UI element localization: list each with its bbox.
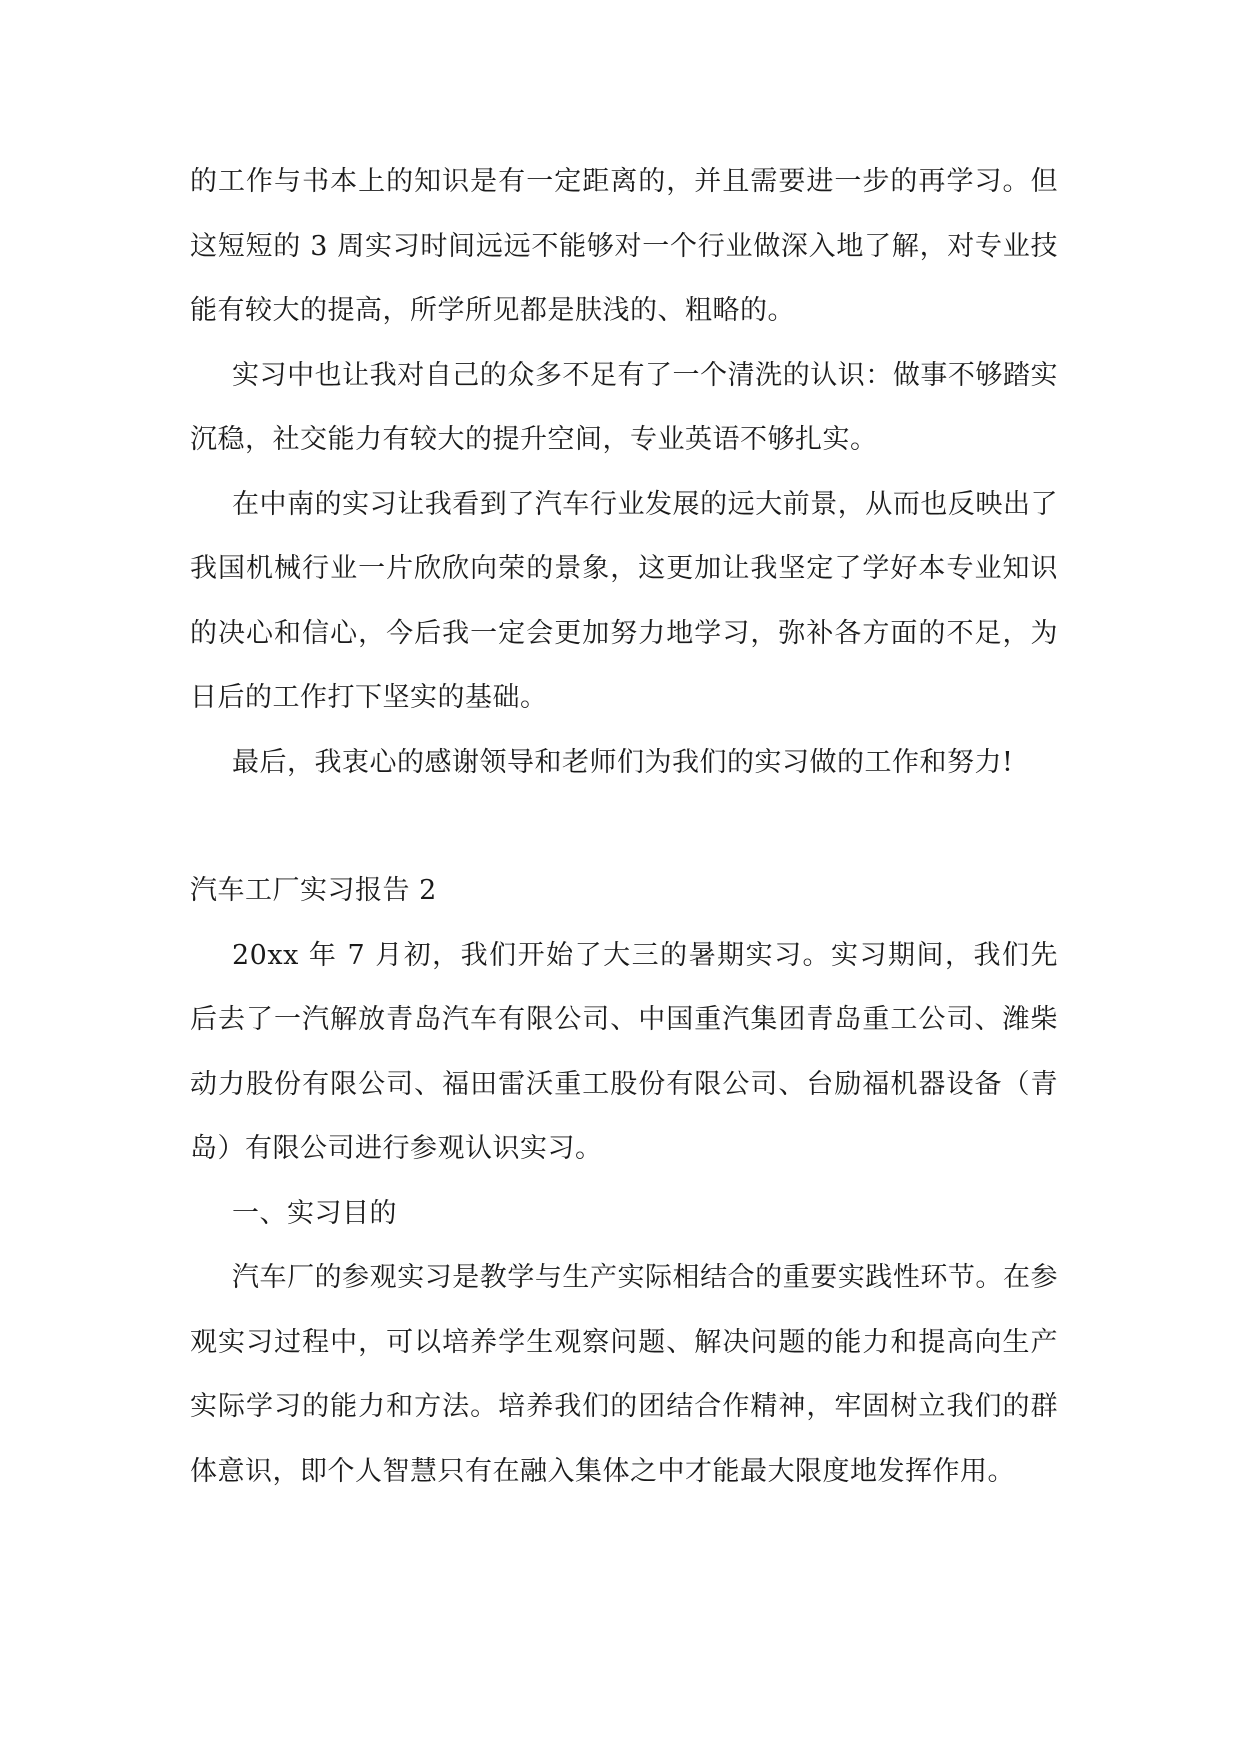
section-title: 汽车工厂实习报告 2 [190,875,437,906]
paragraph-continuation: 的工作与书本上的知识是有一定距离的，并且需要进一步的再学习。但这短短的 3 周实习时间远远不能够对一个行业做深入地了解，对专业技能有较大的提高，所学所见都是肤浅的、粗略的。 [190,166,1058,326]
paragraph-internship-purpose: 汽车厂的参观实习是教学与生产实际相结合的重要实践性环节。在参观实习过程中，可以培养学生观察问题、解决问题的能力和提高向生产实际学习的能力和方法。培养我们的团结合作精神，牢固树立我们的群体意识，即个人智慧只有在融入集体之中才能最大限度地发挥作用。 [190,1262,1058,1487]
paragraph-thanks: 最后，我衷心的感谢领导和老师们为我们的实习做的工作和努力! [232,746,1014,778]
paragraph-prospects: 在中南的实习让我看到了汽车行业发展的远大前景，从而也反映出了我国机械行业一片欣欣向荣的景象，这更加让我坚定了学好本专业知识的决心和信心，今后我一定会更加努力地学习，弥补各方面的不足，为日后的工作打下坚实的基础。 [190,488,1058,713]
paragraph-internship-intro: 20xx 年 7 月初，我们开始了大三的暑期实习。实习期间，我们先后去了一汽解放青岛汽车有限公司、中国重汽集团青岛重工公司、潍柴动力股份有限公司、福田雷沃重工股份有限公司、台励福机器设备（青岛）有限公司进行参观认识实习。 [190,939,1058,1164]
document-body [190,150,1058,1504]
subheading-internship-purpose: 一、实习目的 [232,1197,397,1229]
paragraph-shortcomings: 实习中也让我对自己的众多不足有了一个清洗的认识：做事不够踏实沉稳，社交能力有较大的提升空间，专业英语不够扎实。 [190,359,1058,455]
